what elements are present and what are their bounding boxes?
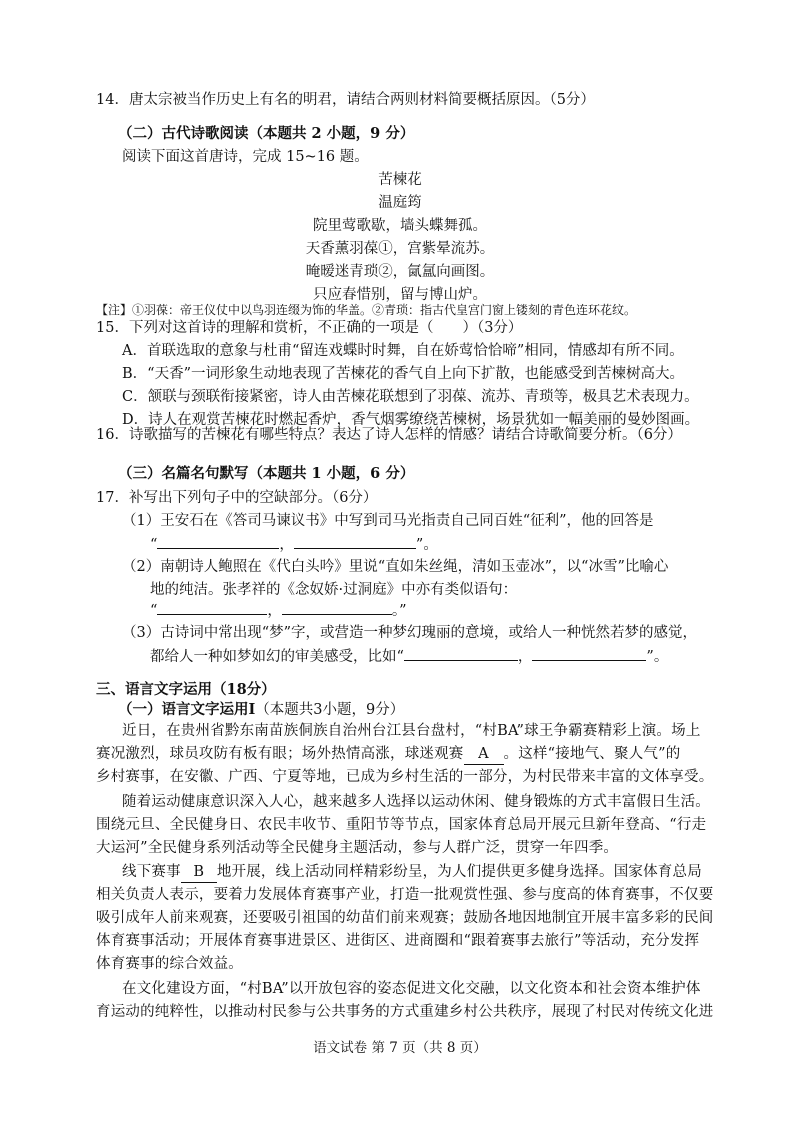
comma: ，: [517, 649, 533, 665]
question-16: 16．诗歌描写的苦楝花有哪些特点？表达了诗人怎样的情感？请结合诗歌简要分析。（6分）: [96, 427, 682, 443]
close-quote: ”。: [646, 649, 669, 665]
passage-p2-line-2: 围绕元旦、全民健身日、农民丰收节、重阳节等节点，国家体育总局开展元旦新年登高、“行走: [96, 817, 707, 833]
question-15-option-c: C．颔联与颈联衔接紧密，诗人由苦楝花联想到了羽葆、流苏、青琐等，极具艺术表现力。: [122, 389, 699, 405]
passage-p3-line-5: 体育赛事的综合效益。: [96, 956, 243, 972]
poem-line-4: 只应春惜别，留与博山炉。: [313, 287, 487, 303]
question-17-item-3-line-1: （3）古诗词中常出现“梦”字，或营造一种梦幻瑰丽的意境，或给人一种恍然若梦的感觉，: [122, 625, 698, 641]
question-17-item-1-blanks: [150, 534, 438, 555]
blank-a[interactable]: A: [464, 744, 504, 765]
comma: ，: [279, 537, 294, 553]
page-footer: 语文试卷 第 7 页（共 8 页）: [313, 1040, 487, 1056]
passage-p4-line-2: 育运动的纯粹性，以推动村民参与公共事务的方式重建乡村公共秩序，展现了村民对传统文化进: [96, 1004, 714, 1020]
section-2-heading: （二）古代诗歌阅读（本题共 2 小题，9 分）: [118, 125, 415, 142]
question-17-item-2-blanks: [150, 600, 407, 621]
passage-p1-line-3: 乡村赛事，在安徽、广西、宁夏等地，已成为乡村生活的一部分，为村民带来丰富的文体享受。: [96, 769, 714, 785]
question-17-item-2-line-1: （2）南朝诗人鲍照在《代白头吟》里说“直如朱丝绳，清如玉壶冰”，以“冰雪”比喻心: [122, 559, 669, 575]
passage-p3-line-3: 吸引成年人前来观赛，还要吸引祖国的幼苗们前来观赛；鼓励各地因地制宜开展丰富多彩的民间: [96, 910, 714, 926]
section-2-intro: 阅读下面这首唐诗，完成 15~16 题。: [122, 149, 369, 165]
passage-p1-line-2: [96, 744, 680, 765]
passage-p2-line-1: 随着运动健康意识深入人心，越来越多人选择以运动休闲、健身锻炼的方式丰富假日生活。: [122, 794, 710, 810]
poem-line-2: 天香薰羽葆①，宫紫晕流苏。: [305, 241, 495, 257]
open-quote: “: [150, 537, 158, 553]
question-17-item-3-line-2: [150, 646, 668, 667]
passage-text: 。这样“接地气、聚人气”的: [503, 746, 681, 762]
poem-author: 温庭筠: [378, 195, 422, 211]
passage-p3-line-1: [122, 862, 702, 883]
answer-blank[interactable]: [157, 600, 267, 615]
part-3-heading: 三、语言文字运用（18分）: [96, 681, 276, 698]
answer-blank[interactable]: [282, 600, 392, 615]
passage-p3-line-2: 相关负责人表示，要着力发展体育赛事产业，打造一批观赏性强、参与度高的体育赛事，不仅要: [96, 887, 714, 903]
poem-line-3: 晻暧迷青琐②，氤氲向画图。: [305, 264, 495, 280]
item-3-text: 都给人一种如梦如幻的审美感受，比如“: [150, 649, 404, 665]
section-3-heading: （三）名篇名句默写（本题共 1 小题，6 分）: [118, 465, 415, 482]
passage-p4-line-1: 在文化建设方面，“村BA”以开放包容的姿态促进文化交融，以文化资本和社会资本维护体: [122, 981, 701, 997]
question-14: 14．唐太宗被当作历史上有名的明君，请结合两则材料简要概括原因。（5分）: [96, 92, 595, 108]
answer-blank[interactable]: [294, 534, 416, 549]
answer-blank[interactable]: [157, 534, 279, 549]
question-15-option-b: B．“天香”一词形象生动地表现了苦楝花的香气自上向下扩散，也能感受到苦楝树高大。: [122, 366, 684, 382]
passage-p2-line-3: 大运河”全民健身系列活动等全民健身主题活动，参与人群广泛，贯穿一年四季。: [96, 840, 619, 856]
sub-heading-note: （本题共3小题，9分）: [255, 702, 405, 718]
close-quote: ”。: [415, 537, 438, 553]
blank-b[interactable]: B: [181, 862, 217, 883]
passage-p3-line-4: 体育赛事活动；开展体育赛事进景区、进街区、进商圈和“跟着赛事去旅行”等活动，充分发挥: [96, 933, 700, 949]
poem-line-1: 院里莺歌歇，墙头蝶舞孤。: [313, 218, 487, 234]
passage-text: 赛况激烈，球员攻防有板有眼；场外热情高涨，球迷观赛: [96, 746, 464, 762]
question-17-item-2-line-2: 地的纯洁。张孝祥的《念奴娇·过洞庭》中亦有类似语句：: [150, 582, 518, 598]
part-3-sub-heading: [118, 700, 404, 720]
sub-heading-title: （一）语言文字运用Ⅰ: [118, 701, 256, 718]
answer-blank[interactable]: [532, 646, 646, 661]
passage-text: 线下赛事: [122, 864, 181, 880]
passage-p1-line-1: 近日，在贵州省黔东南苗族侗族自治州台江县台盘村，“村BA”球王争霸赛精彩上演。场上: [122, 723, 701, 739]
question-15-option-d: D．诗人在观赏苦楝花时燃起香炉，香气烟雾缭绕苦楝树，场景犹如一幅美丽的曼妙图画。: [122, 412, 700, 428]
poem-title: 苦楝花: [378, 172, 422, 188]
open-quote: “: [150, 603, 158, 619]
question-17-stem: 17．补写出下列句子中的空缺部分。（6分）: [96, 490, 378, 506]
question-15-option-a: A．首联选取的意象与杜甫“留连戏蝶时时舞，自在娇莺恰恰啼”相同，情感却有所不同。: [122, 343, 684, 359]
close-quote: 。”: [391, 603, 407, 619]
passage-text: 地开展，线上活动同样精彩纷呈，为人们提供更多健身选择。国家体育总局: [216, 864, 702, 880]
poem-note: 【注】①羽葆：帝王仪仗中以鸟羽连缀为饰的华盖。②青琐：指古代皇宫门窗上镂刻的青色连环花纹。: [96, 303, 637, 317]
comma: ，: [267, 603, 282, 619]
question-17-item-1: （1）王安石在《答司马谏议书》中写到司马光指责自己同百姓“征利”，他的回答是: [122, 513, 654, 529]
question-15-stem: 15．下列对这首诗的理解和赏析，不正确的一项是（ ）（3分）: [96, 320, 523, 336]
answer-blank[interactable]: [404, 646, 518, 661]
